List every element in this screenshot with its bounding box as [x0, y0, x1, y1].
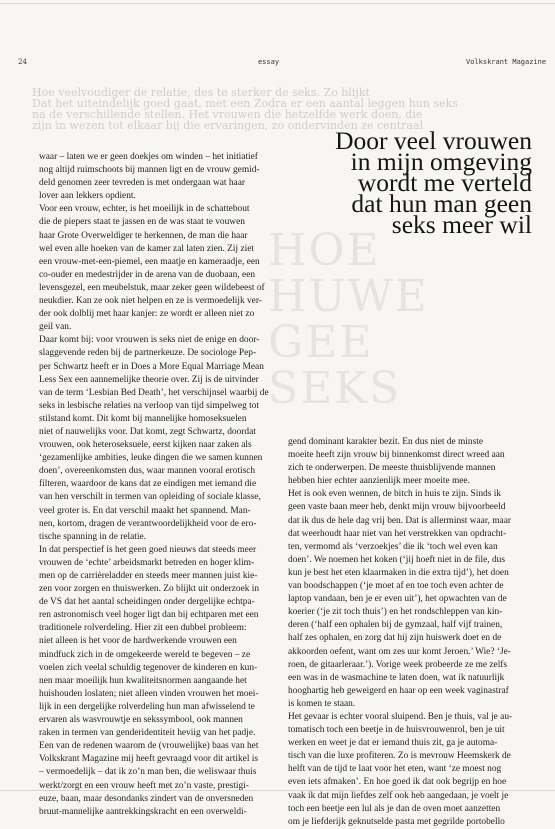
- body-line: ervaren als wasvrouwtje en sekssymbool, ook mannen: [39, 715, 243, 726]
- body-line: lijk in een dergelijke rolverdeling hun man afwisselend te: [39, 701, 255, 712]
- body-line: dat weerhoudt haar niet van het verstrekken van opdracht-: [288, 528, 507, 539]
- body-line: van hen verschilt in termen van opleiding of sociale klasse,: [39, 492, 261, 503]
- body-line: tisch van die luxe profiteren. Zo is mevrouw Heemskerk de: [288, 751, 511, 762]
- body-line: Less Sex een aannemelijke theorie over. Zij is de uitvinder: [39, 374, 259, 385]
- body-line: die de piepers staat te jassen en de was staat te vouwen: [39, 217, 245, 228]
- body-line: men op de carrièreladder en steeds meer mannen juist kie-: [39, 571, 258, 581]
- body-line: doen’. We noemen het koken (‘jij hoeft niet in de file, dus: [288, 554, 505, 565]
- body-line: vrouwen, ook heteroseksuele, eerst kijken naar zaken als: [39, 440, 252, 451]
- body-line: levensgezel, een meubelstuk, maar zeker geen wildebeest of: [39, 282, 265, 293]
- body-line: voelen zich veelal schuldig tegenover de kinderen en kun-: [39, 662, 258, 673]
- headline-line: seks meer wil: [391, 210, 532, 239]
- body-line: neukdier. Kan ze ook niet helpen en ze is vermoedelijk ver-: [39, 296, 262, 307]
- body-line: raken in termen van genderidentiteit heviig van het padje.: [39, 728, 256, 739]
- magazine-name: Volkskrant Magazine: [466, 58, 547, 66]
- body-line: der ook dolblij met haar kanjer: ze wordt er alleen niet zo: [39, 309, 255, 320]
- body-line: mindfuck zich in de omgekeerde wereld te begeven – ze: [39, 649, 251, 660]
- body-line: Volkskrant Magazine mij heeft gevraagd voor dit artikel is: [39, 754, 259, 765]
- body-line: helft van de tijd te laat voor het eten, want ‘ze moest nog: [288, 764, 502, 775]
- headline-line: dat hun man geen: [351, 189, 532, 218]
- body-column-right: [288, 436, 530, 829]
- body-line: om je liefderijk geknutselde pasta met gegrilde portobello: [288, 816, 505, 827]
- body-line: van de term ‘Lesbian Bed Death’, het verschijnsel waarbij de: [39, 387, 269, 398]
- body-line: haar Grote Overweldiger te herkennen, de man die haar: [39, 230, 248, 241]
- body-line: zich te onderwerpen. De meeste thuisblijvende mannen: [288, 463, 496, 474]
- ghost-line: HUWE: [268, 271, 429, 322]
- body-line: co-ouder en medestrijder in de arena van de duobaan, een: [39, 269, 256, 280]
- body-line: hebben hier echter aanzienlijk meer moeite mee.: [288, 476, 470, 487]
- bleed-through-text: [32, 87, 547, 131]
- body-line: hooghartig heb geweigerd en haar op een week vaginastraf: [288, 685, 509, 696]
- body-line: Voor een vrouw, echter, is het moeilijk in de schattebout: [39, 204, 250, 215]
- body-line: toch een beetje een lul als je dan de oven moet aanzetten: [288, 803, 501, 814]
- body-line: wel even alle hoeken van de kamer zal laten zien. Zij ziet: [39, 243, 254, 254]
- body-line: vaak ik dat mijn liefdes zelf ook heb aangedaan, je voelt je: [288, 790, 509, 801]
- section-label: essay: [258, 58, 280, 66]
- body-line: euze, baan, maar desondanks zindert van de onversneden: [39, 793, 254, 804]
- body-line: In dat perspectief is het geen goed nieuws dat steeds meer: [39, 544, 257, 555]
- body-line: nen maar moeilijk hun kwaliteitsnormen aangaande het: [39, 675, 247, 686]
- bleed-line: na de verschillende stellen. Het vrouwen die hetzelfde werk doen, die: [32, 108, 423, 121]
- body-line: laptop vandaan, ben je er even uit’), het opwachten van de: [288, 594, 507, 605]
- ghost-line: HOE: [268, 225, 381, 276]
- body-line: seks in lesbische relaties na verloop van tijd simpelweg tot: [39, 400, 260, 411]
- body-line: geil van.: [39, 322, 72, 333]
- body-line: – vermoedelijk – dat ik zo’n man ben, die weliswaar thuis: [39, 767, 257, 778]
- body-line: gend dominant karakter bezit. En dus niet de minste: [288, 437, 483, 447]
- body-line: niet alleen is het voor de hardwerkende vrouwen een: [39, 636, 237, 647]
- body-line: de VS dat het aantal scheidingen onder dergelijke echtpa-: [39, 597, 255, 608]
- pull-quote-headline: [268, 126, 532, 239]
- body-line: deld genomen zeer tevreden is met ondergaan wat haar: [39, 178, 245, 189]
- body-line: akkoorden oefent, want om zes uur komt Jeroen.’ Wie? ‘Je-: [288, 646, 511, 657]
- body-line: roen, de gitaarleraar.’). Vorige week probeerde ze me zelfs: [288, 659, 508, 670]
- body-line: lover aan lekkers opdient.: [39, 191, 136, 202]
- headline-line: wordt me verteld: [357, 168, 532, 197]
- bleed-line: zijn in wezen tot elkaar bij die ervaringen, zo ondervinden ze centraal: [32, 119, 424, 131]
- body-line: ‘gezamenlijke ambities, leuke dingen die we samen kunnen: [39, 453, 263, 464]
- headline-line: in mijn omgeving: [350, 147, 532, 176]
- ghost-line: SEKS: [268, 363, 402, 414]
- body-line: werkt/zorgt en een vrouw heeft met zo’n vaste, prestigi-: [39, 780, 249, 791]
- body-line: moeite heeft zijn vrouw bij binnenkomst direct wreed aan: [288, 450, 505, 461]
- body-line: zen voor zorgen en thuiswerken. Zo blijkt uit onderzoek in: [39, 584, 260, 595]
- body-line: half zes ophalen, en zorg dat hij zijn huiswerk doet en de: [288, 633, 502, 644]
- body-line: veel groter is. En dat verschil maakt het spannend. Man-: [39, 505, 251, 516]
- headline-line: Door veel vrouwen: [335, 126, 532, 155]
- body-line: huishouden loslaten; niet alleen vinden vrouwen het moei-: [39, 688, 259, 699]
- body-line: Een van de redenen waarom de (vrouwelijke) baas van het: [39, 741, 259, 752]
- ghost-line: GEE: [268, 317, 374, 368]
- ghost-headline: [268, 225, 429, 414]
- body-line: ten, vermomd als ‘verzoekjes’ die ik ‘toch wel even kan: [288, 541, 498, 552]
- body-line: filteren, waardoor de kans dat ze eindigen met iemand die: [39, 479, 257, 490]
- scan-edge-line: [0, 3, 555, 4]
- body-line: tische spanning in de relatie.: [39, 531, 146, 542]
- body-line: Het is ook even wennen, de bitch in huis te zijn. Sinds ik: [288, 489, 501, 500]
- body-column-left: [39, 151, 280, 819]
- page-number: 24: [18, 58, 27, 66]
- body-line: een vrouw-met-een-piemel, een maatje en kameraadje, een: [39, 256, 260, 267]
- body-line: geen vaste baan meer heb, denkt mijn vrouw bijvoorbeeld: [288, 502, 506, 513]
- body-line: kun je best het eten klaarmaken in die extra tijd’), het doen: [288, 567, 509, 578]
- body-line: stilstand komt. Dit komt bij mannelijke homoseksuelen: [39, 413, 247, 424]
- body-line: deren (‘half een ophalen bij de gymzaal, half vijf trainen,: [288, 620, 503, 631]
- body-line: dat ik dus de hele dag vrij ben. Dat is allerminst waar, maar: [288, 515, 511, 526]
- body-line: Het gevaar is echter vooral sluipend. Ben je thuis, val je au-: [288, 711, 513, 722]
- body-line: doen’, overeenkomsten dus, waar mannen vooral erotisch: [39, 466, 256, 477]
- body-line: werken en weet je dat er iemand thuis zit, ga je automa-: [288, 738, 498, 749]
- body-line: slaggevende reden bij de partnerkeuze. De sociologe Pep-: [39, 348, 257, 359]
- bleed-line: Dat het uiteindelijk goed gaat, met een Zodra er een aantal leggen hun seks: [32, 97, 458, 110]
- body-line: nog altijd ruimschoots bij mannen ligt en de vrouw gemid-: [39, 165, 260, 176]
- body-line: per Schwartz heeft er in Does a More Equal Marriage Mean: [39, 361, 264, 372]
- body-line: traditionele rolverdeling. Hier zit een dubbel probleem:: [39, 623, 247, 634]
- body-line: niet of nauwelijks voor. Dat komt, zegt Schwartz, doordat: [39, 426, 256, 437]
- body-line: bruut-mannelijke aantrekkingskracht en een overweldi-: [39, 806, 247, 817]
- bleed-line: Hoe veelvoudiger de relatie, des te sterker de seks. Zo blijkt: [32, 87, 370, 99]
- body-line: is komen te staan.: [288, 698, 356, 709]
- body-line: van boodschappen (‘je moet af en toe toch even achter de: [288, 581, 504, 592]
- body-line: koerier (‘je zit toch thuis’) en het rondschleppen van kin-: [288, 607, 503, 618]
- body-line: tomatisch toch een beetje in de huisvrouwenrol, ben je uit: [288, 725, 505, 736]
- body-line: waar – laten we er geen doekjes om winden – het initiatief: [39, 152, 258, 162]
- body-line: even iets afmaken’. En hoe goed ik dat ook begrijp en hoe: [288, 777, 507, 788]
- body-line: een was in de wasmachine te laten doen, wat ik natuurlijk: [288, 672, 505, 683]
- body-line: ren astronomisch veel hoger ligt dan bij echtparen met een: [39, 610, 259, 621]
- body-line: Daar komt bij: voor vrouwen is seks niet de enige en door-: [39, 335, 260, 346]
- body-line: nen, kortom, dragen de verantwoordelijkheid voor de ero-: [39, 518, 257, 529]
- body-line: vrouwen de ‘echte’ arbeidsmarkt betreden en hoger klim-: [39, 557, 255, 568]
